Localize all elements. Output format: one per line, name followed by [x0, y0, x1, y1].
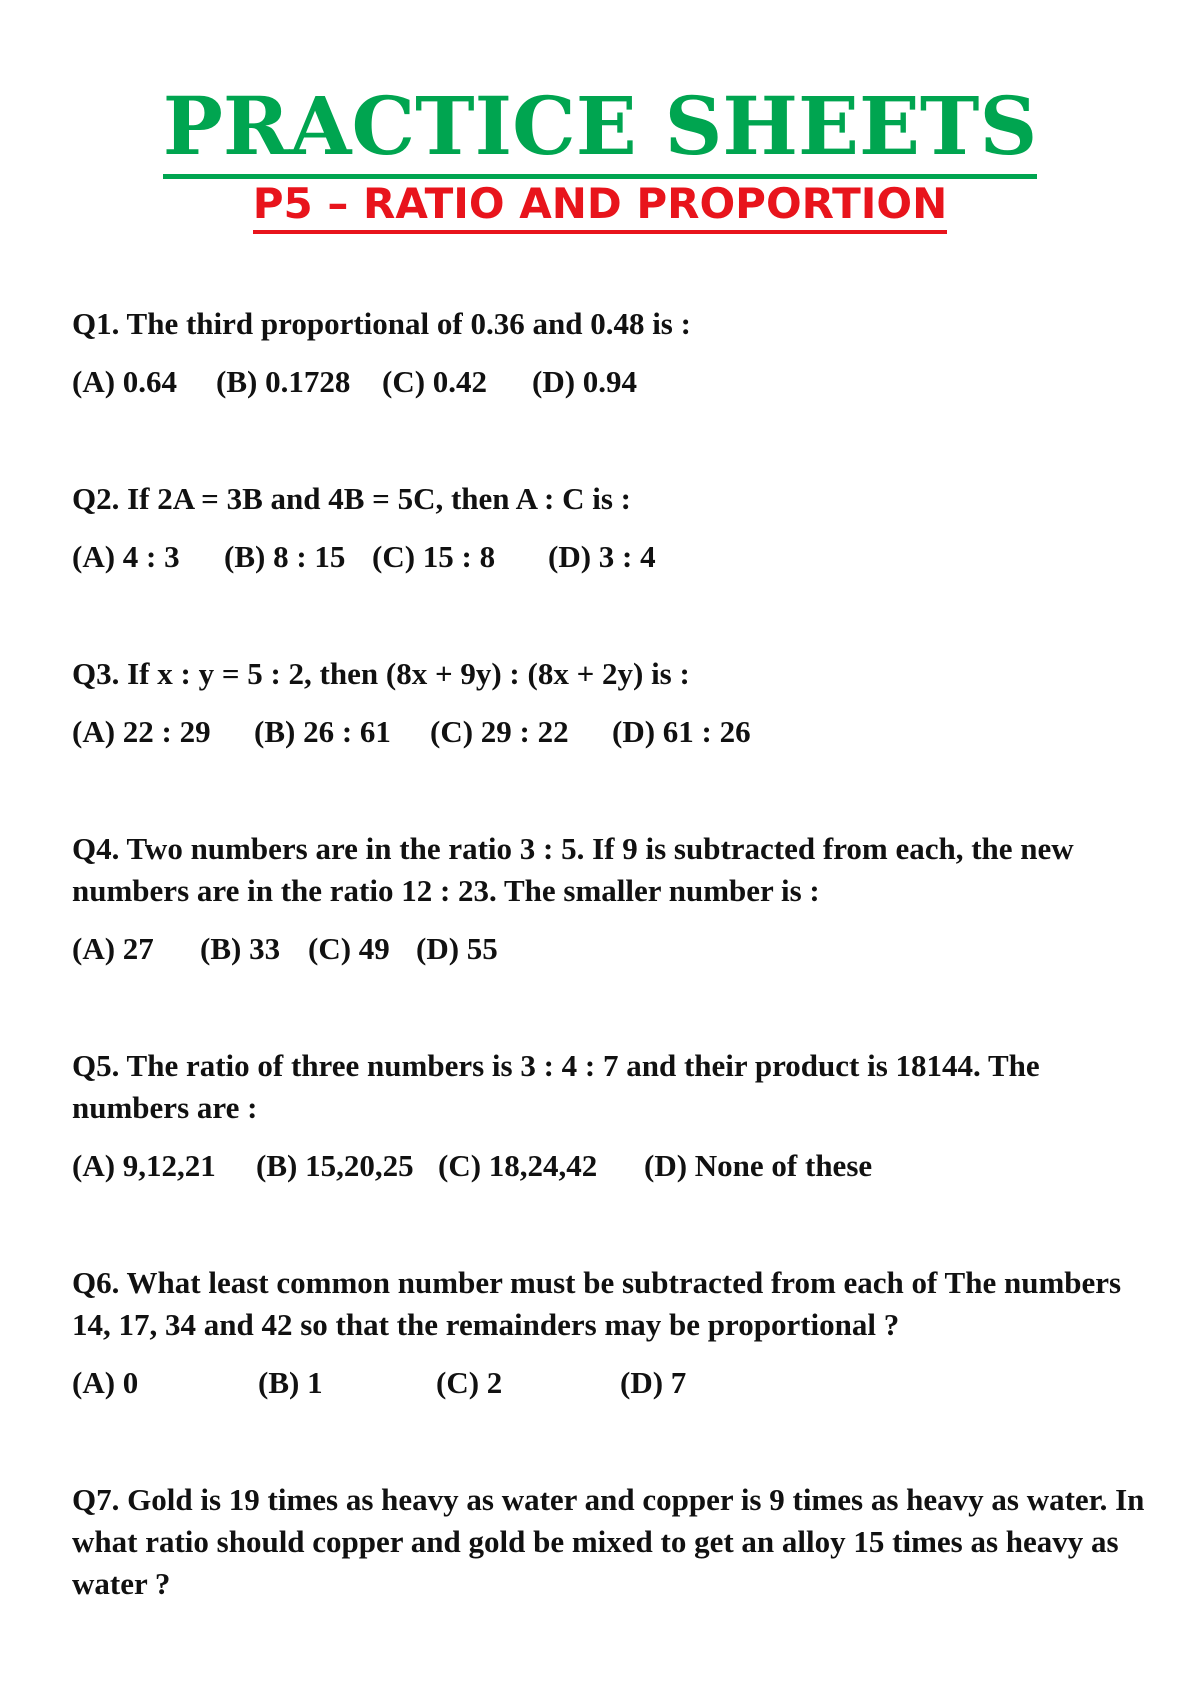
question-2 — [72, 478, 1152, 578]
question-text: Q4. Two numbers are in the ratio 3 : 5. If 9 is subtracted from each, the new numbers are in the ratio 12 : 23. The smaller number is : — [72, 831, 1074, 908]
question-1 — [72, 303, 1152, 403]
option-d: (D) 7 — [620, 1365, 687, 1400]
question-6 — [72, 1262, 1152, 1404]
option-d: (D) 61 : 26 — [612, 714, 751, 749]
question-3 — [72, 653, 1152, 753]
answer-options — [72, 1145, 1152, 1187]
question-text: Q3. If x : y = 5 : 2, then (8x + 9y) : (8x + 2y) is : — [72, 656, 690, 691]
answer-options — [72, 928, 1152, 970]
option-a: (A) 22 : 29 — [72, 714, 211, 749]
option-c: (C) 18,24,42 — [438, 1148, 598, 1183]
option-b: (B) 33 — [200, 931, 281, 966]
option-c: (C) 49 — [308, 931, 390, 966]
question-4 — [72, 828, 1152, 970]
option-b: (B) 15,20,25 — [256, 1148, 414, 1183]
option-d: (D) 0.94 — [532, 364, 638, 399]
option-b: (B) 1 — [258, 1365, 323, 1400]
sheet-subtitle: P5 – RATIO AND PROPORTION — [253, 178, 947, 234]
option-d: (D) 55 — [416, 931, 498, 966]
option-c: (C) 2 — [436, 1365, 503, 1400]
option-c: (C) 29 : 22 — [430, 714, 569, 749]
option-c: (C) 0.42 — [382, 364, 488, 399]
option-b: (B) 26 : 61 — [254, 714, 391, 749]
option-b: (B) 0.1728 — [216, 364, 351, 399]
question-5 — [72, 1045, 1152, 1187]
page-title-container — [0, 78, 1200, 179]
option-a: (A) 27 — [72, 931, 154, 966]
question-text: Q1. The third proportional of 0.36 and 0.48 is : — [72, 306, 691, 341]
question-text: Q7. Gold is 19 times as heavy as water and copper is 9 times as heavy as water. In what ratio should copper and gold be mixed to get an alloy 15 times as heavy as water ? — [72, 1482, 1145, 1601]
question-text: Q6. What least common number must be subtracted from each of The numbers 14, 17, 34 and 42 so that the remainders may be proportional ? — [72, 1265, 1122, 1342]
answer-options — [72, 361, 1152, 403]
option-d: (D) None of these — [644, 1148, 873, 1183]
option-c: (C) 15 : 8 — [372, 539, 496, 574]
option-a: (A) 9,12,21 — [72, 1148, 216, 1183]
answer-options — [72, 1362, 1152, 1404]
option-a: (A) 0.64 — [72, 364, 178, 399]
sheet-subtitle-container — [0, 178, 1200, 234]
page-title: PRACTICE SHEETS — [163, 78, 1037, 179]
option-d: (D) 3 : 4 — [548, 539, 656, 574]
answer-options — [72, 711, 1152, 753]
option-a: (A) 4 : 3 — [72, 539, 180, 574]
answer-options — [72, 536, 1152, 578]
option-a: (A) 0 — [72, 1365, 139, 1400]
option-b: (B) 8 : 15 — [224, 539, 346, 574]
question-text: Q2. If 2A = 3B and 4B = 5C, then A : C is : — [72, 481, 631, 516]
question-7 — [72, 1479, 1152, 1605]
question-text: Q5. The ratio of three numbers is 3 : 4 : 7 and their product is 18144. The numbers are : — [72, 1048, 1040, 1125]
